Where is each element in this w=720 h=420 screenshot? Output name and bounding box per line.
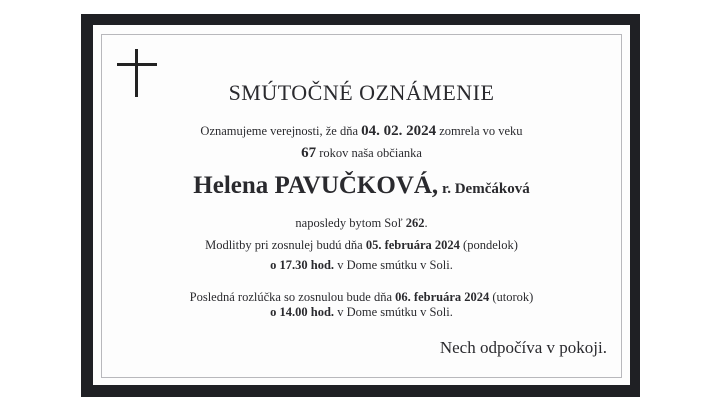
age-suffix: rokov naša občianka bbox=[316, 146, 422, 160]
prayers-date: 05. februára 2024 bbox=[365, 238, 460, 252]
deceased-name bbox=[93, 172, 630, 200]
farewell-prefix: Posledná rozlúčka so zosnulou bude dňa bbox=[189, 290, 396, 304]
age-line bbox=[93, 145, 630, 162]
age-value: 67 bbox=[301, 145, 317, 161]
farewell-place: v Dome smútku v Soli. bbox=[334, 305, 453, 319]
death-date: 04. 02. 2024 bbox=[361, 123, 437, 139]
farewell-time-line bbox=[93, 305, 630, 320]
residence-prefix: naposledy bytom Soľ bbox=[295, 216, 406, 230]
prayers-time: o 17.30 hod. bbox=[270, 258, 335, 272]
prayers-time-line bbox=[93, 258, 630, 273]
prayers-prefix: Modlitby pri zosnulej budú dňa bbox=[205, 238, 366, 252]
residence-line bbox=[93, 216, 630, 231]
notice-title: SMÚTOČNÉ OZNÁMENIE bbox=[228, 80, 495, 105]
prayers-place: v Dome smútku v Soli. bbox=[334, 258, 453, 272]
prayers-line bbox=[93, 238, 630, 253]
residence-suffix: . bbox=[424, 216, 428, 230]
intro-suffix: zomrela vo veku bbox=[436, 124, 523, 138]
farewell-time: o 14.00 hod. bbox=[270, 305, 335, 319]
farewell-line bbox=[93, 290, 630, 305]
residence-number: 262 bbox=[405, 216, 425, 230]
maiden-name: r. Demčáková bbox=[438, 181, 530, 197]
prayers-day: (pondelok) bbox=[459, 238, 518, 252]
intro-line bbox=[93, 123, 630, 140]
closing-phrase: Nech odpočíva v pokoji. bbox=[439, 338, 607, 357]
intro-prefix: Oznamujeme verejnosti, že dňa bbox=[200, 124, 362, 138]
full-name: Helena PAVUČKOVÁ, bbox=[193, 172, 439, 199]
farewell-date: 06. februára 2024 bbox=[395, 290, 490, 304]
farewell-day: (utorok) bbox=[489, 290, 534, 304]
